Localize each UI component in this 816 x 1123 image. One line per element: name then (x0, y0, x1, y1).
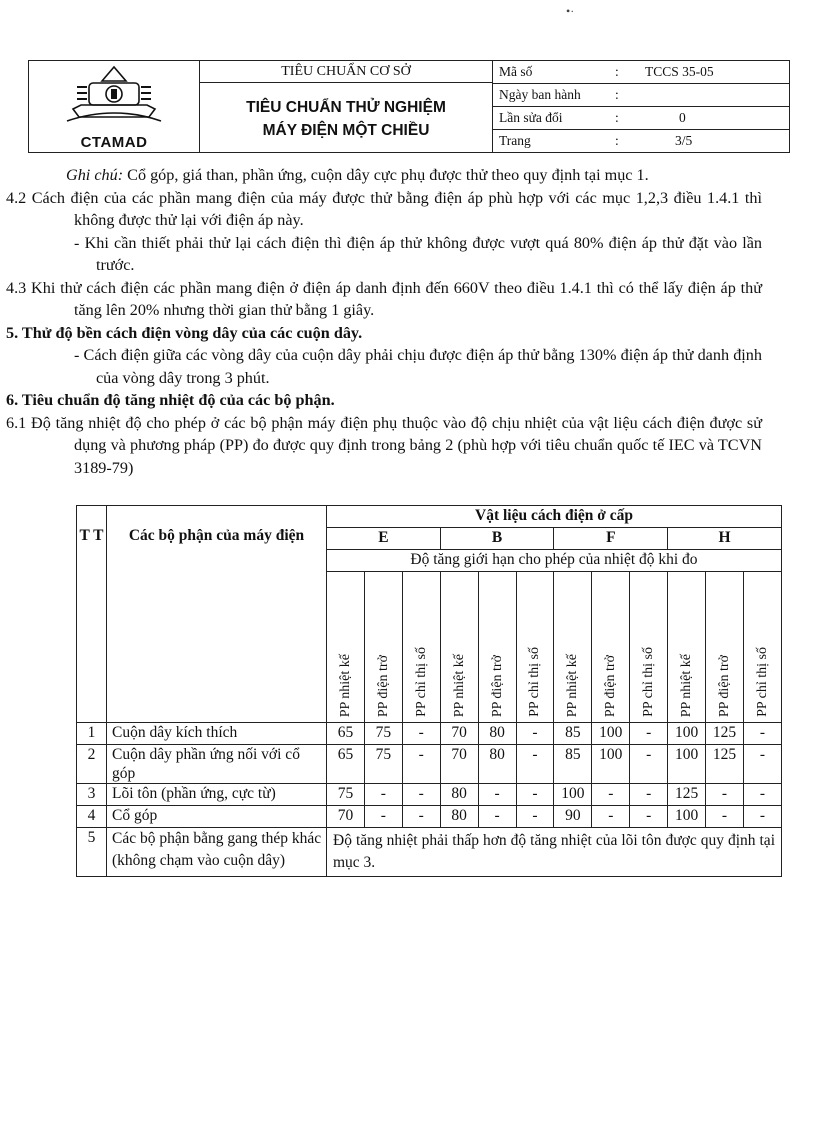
paragraph-4-2: 4.2 Cách điện của các phần mang điện của máy được thử bằng điện áp phù hợp với các mục 1,2,3 điều 1.4.1 thì không được thử lại với điện áp này. (6, 188, 762, 229)
meta-label: Lần sửa đổi (493, 107, 609, 130)
col-tt-header: T T (77, 506, 107, 723)
row-value: 70 (440, 723, 478, 745)
method-label: PP chỉ thị số (413, 647, 429, 717)
row-value: 65 (327, 745, 365, 784)
method-label: PP điện trở (375, 654, 391, 717)
row-value: - (706, 784, 744, 806)
row-note: Độ tăng nhiệt phải thấp hơn độ tăng nhiệt của lõi tôn được quy định tại mục 3. (327, 828, 782, 877)
method-label: PP điện trở (717, 654, 733, 717)
row-value: - (743, 806, 781, 828)
row-value: - (402, 723, 440, 745)
standard-type: TIÊU CHUẨN CƠ SỞ (200, 61, 492, 83)
limit-header: Độ tăng giới hạn cho phép của nhiệt độ khi đo (327, 550, 782, 572)
table-header-row (77, 506, 782, 528)
meta-cell (493, 61, 790, 153)
row-value: 100 (668, 806, 706, 828)
col-part-header: Các bộ phận của máy điện (107, 506, 327, 723)
method-label: PP nhiệt kế (679, 653, 695, 717)
document-title (200, 96, 492, 142)
meta-value: 3/5 (675, 133, 693, 148)
meta-colon: : (609, 84, 635, 107)
insulation-class-header: Vật liệu cách điện ở cấp (327, 506, 782, 528)
row-value: 75 (364, 745, 402, 784)
row-part-name: Các bộ phận bằng gang thép khác (không chạm vào cuộn dây) (107, 828, 327, 877)
row-value: - (743, 723, 781, 745)
row-value: 100 (668, 723, 706, 745)
row-value: - (630, 806, 668, 828)
row-value: - (364, 784, 402, 806)
meta-row (493, 107, 789, 130)
org-name: CTAMAD (80, 134, 148, 151)
row-value: 100 (592, 745, 630, 784)
row-part-name: Cuộn dây phần ứng nối với cổ góp (107, 745, 327, 784)
row-value: - (592, 806, 630, 828)
row-value: - (743, 784, 781, 806)
row-value: 75 (364, 723, 402, 745)
method-label: PP nhiệt kế (337, 653, 353, 717)
table-row (77, 806, 782, 828)
row-value: - (402, 784, 440, 806)
row-value: 90 (554, 806, 592, 828)
meta-label: Ngày ban hành (493, 84, 609, 107)
row-value: 70 (327, 806, 365, 828)
class-f: F (554, 528, 668, 550)
row-value: 125 (706, 723, 744, 745)
paragraph-4-3: 4.3 Khi thử cách điện các phần mang điện ở điện áp danh định đến 660V theo điều 1.4.1 thì có thể lấy điện áp thử tăng lên 20% nhưng thời gian thử bằng 1 giây. (6, 278, 762, 319)
row-part-name: Cuộn dây kích thích (107, 723, 327, 745)
class-h: H (668, 528, 782, 550)
row-value: 100 (592, 723, 630, 745)
meta-colon: : (609, 107, 635, 130)
meta-colon: : (609, 61, 635, 84)
document-body (6, 164, 762, 479)
row-value: - (402, 806, 440, 828)
note-text: Cổ góp, giá than, phần ứng, cuộn dây cực phụ được thử theo quy định tại mục 1. (123, 166, 649, 184)
note-label: Ghi chú: (66, 166, 124, 184)
row-number: 3 (77, 784, 107, 806)
row-value: - (592, 784, 630, 806)
meta-row (493, 130, 789, 153)
row-value: 125 (668, 784, 706, 806)
temperature-rise-table (76, 505, 782, 877)
method-label: PP chỉ thị số (527, 647, 543, 717)
row-value: - (630, 784, 668, 806)
row-part-name: Cổ góp (107, 806, 327, 828)
title-line-2: MÁY ĐIỆN MỘT CHIỀU (262, 122, 430, 139)
table-row (77, 784, 782, 806)
row-value: - (706, 806, 744, 828)
paragraph-6-1: 6.1 Độ tăng nhiệt độ cho phép ở các bộ phận máy điện phụ thuộc vào độ chịu nhiệt của vật liệu cách điện được sử dụng và phương pháp (PP) đo được quy định trong bảng 2 (phù hợp với tiêu chuẩn quốc tế IEC và TCVN 3189-79) (6, 413, 762, 477)
row-part-name: Lõi tôn (phần ứng, cực từ) (107, 784, 327, 806)
row-value: - (478, 806, 516, 828)
title-line-1: TIÊU CHUẨN THỬ NGHIỆM (246, 99, 446, 116)
meta-label: Trang (499, 133, 531, 148)
row-value: 80 (440, 806, 478, 828)
title-cell (200, 61, 493, 153)
row-value: 70 (440, 745, 478, 784)
table-row (77, 745, 782, 784)
method-label: PP chỉ thị số (641, 647, 657, 717)
row-value: 125 (706, 745, 744, 784)
table-body (77, 723, 782, 828)
row-value: - (516, 723, 554, 745)
document-header (28, 60, 790, 153)
row-value: 85 (554, 723, 592, 745)
row-number: 1 (77, 723, 107, 745)
row-number: 4 (77, 806, 107, 828)
meta-value (635, 84, 789, 107)
row-value: 100 (554, 784, 592, 806)
meta-colon: : (615, 133, 619, 148)
logo-cell (29, 61, 200, 153)
meta-value: 0 (635, 107, 789, 130)
scan-mark: •· (566, 4, 575, 18)
row-value: - (743, 745, 781, 784)
paragraph-4-2-dash: - Khi cần thiết phải thử lại cách điện thì điện áp thử không được vượt quá 80% điện áp thử đặt vào lần trước. (74, 233, 762, 274)
method-label: PP điện trở (489, 654, 505, 717)
meta-label: Mã số (493, 61, 609, 84)
class-e: E (327, 528, 441, 550)
row-value: - (630, 745, 668, 784)
method-label: PP nhiệt kế (565, 653, 581, 717)
row-value: 85 (554, 745, 592, 784)
row-value: - (516, 806, 554, 828)
row-value: 80 (440, 784, 478, 806)
heading-5: 5. Thử độ bền cách điện vòng dây của các cuộn dây. (6, 323, 363, 342)
class-b: B (440, 528, 554, 550)
row-value: 80 (478, 723, 516, 745)
table-row (77, 828, 782, 877)
heading-6: 6. Tiêu chuẩn độ tăng nhiệt độ của các bộ phận. (6, 391, 335, 409)
row-value: 75 (327, 784, 365, 806)
meta-row (493, 84, 789, 107)
method-label: PP chỉ thị số (754, 647, 770, 717)
table-row (77, 723, 782, 745)
ctamad-logo-icon (59, 61, 169, 127)
method-label: PP điện trở (603, 654, 619, 717)
row-value: 65 (327, 723, 365, 745)
row-value: - (478, 784, 516, 806)
meta-table (493, 61, 789, 152)
row-number: 2 (77, 745, 107, 784)
row-value: - (630, 723, 668, 745)
row-value: - (402, 745, 440, 784)
method-label: PP nhiệt kế (451, 653, 467, 717)
row-value: 80 (478, 745, 516, 784)
row-value: - (364, 806, 402, 828)
meta-row (493, 61, 789, 84)
row-value: - (516, 784, 554, 806)
row-number: 5 (77, 828, 107, 877)
meta-value: TCCS 35-05 (635, 61, 789, 84)
heading-5-dash: - Cách điện giữa các vòng dây của cuộn dây phải chịu được điện áp thử bằng 130% điện áp thử danh định của vòng dây trong 3 phút. (74, 346, 762, 387)
row-value: 100 (668, 745, 706, 784)
row-value: - (516, 745, 554, 784)
note-paragraph (36, 164, 762, 187)
